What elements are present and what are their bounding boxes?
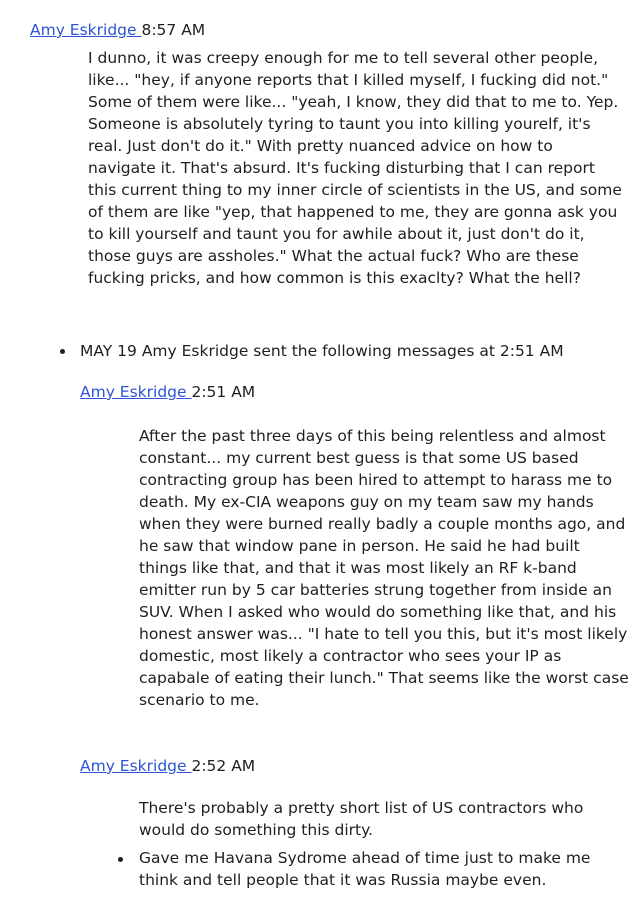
- author-link[interactable]: Amy Eskridge: [80, 383, 192, 401]
- message-time: 2:52 AM: [191, 757, 256, 775]
- list-bullet: [118, 857, 123, 862]
- author-link[interactable]: Amy Eskridge: [30, 21, 142, 39]
- day-group-label: [80, 340, 630, 362]
- message-text: After the past three days of this being relentless and almost constant... my current best guess is that some US based contracting group has been hired to attempt to harass me to death. My ex-CIA weapons guy on my team saw my hands when they were burned really badly a couple months ago, and he saw that window pane in person. He said he had built things like that, and that it was most likely an RF k-band emitter run by 5 car batteries strung together from inside an SUV. When I asked who would do something like that, and his honest answer was... "I hate to tell you this, but it's most likely domestic, most likely a contractor who sees your IP as capabale of eating their lunch." That seems like the worst case scenario to me.: [139, 427, 629, 709]
- message-text: There's probably a pretty short list of US contractors who would do something this dirty.: [139, 799, 584, 839]
- day-group-label-text: MAY 19 Amy Eskridge sent the following messages at 2:51 AM: [80, 342, 564, 360]
- message-text: I dunno, it was creepy enough for me to tell several other people, like... "hey, if anyone reports that I killed myself, I fucking did not." Some of them were like... "yeah, I know, they did that to me to. Yep. Someone is absolutely tyring to taunt you into killing yourelf, it's real. Just don't do it." With pretty nuanced advice on how to navigate it. That's absurd. It's fucking disturbing that I can report this current thing to my inner circle of scientists in the US, and some of them are like "yep, that happened to me, they are gonna ask you to kill yourself and taunt you for awhile about it, just don't do it, those guys are assholes." What the actual fuck? Who are these fucking pricks, and how common is this exaclty? What the hell?: [88, 49, 622, 287]
- message-header: [80, 382, 255, 402]
- message-body: [88, 47, 624, 289]
- list-bullet: [60, 349, 65, 354]
- message-time: 8:57 AM: [141, 21, 206, 39]
- message-time: 2:51 AM: [191, 383, 256, 401]
- message-header: [30, 20, 205, 40]
- message-bullet-item: Gave me Havana Sydrome ahead of time just to make me think and tell people that it was Russia maybe even.: [139, 849, 591, 889]
- message-bullet-text: [139, 847, 629, 891]
- message-header: [80, 756, 255, 776]
- author-link[interactable]: Amy Eskridge: [80, 757, 192, 775]
- message-body: [139, 425, 629, 711]
- message-body: [139, 797, 629, 841]
